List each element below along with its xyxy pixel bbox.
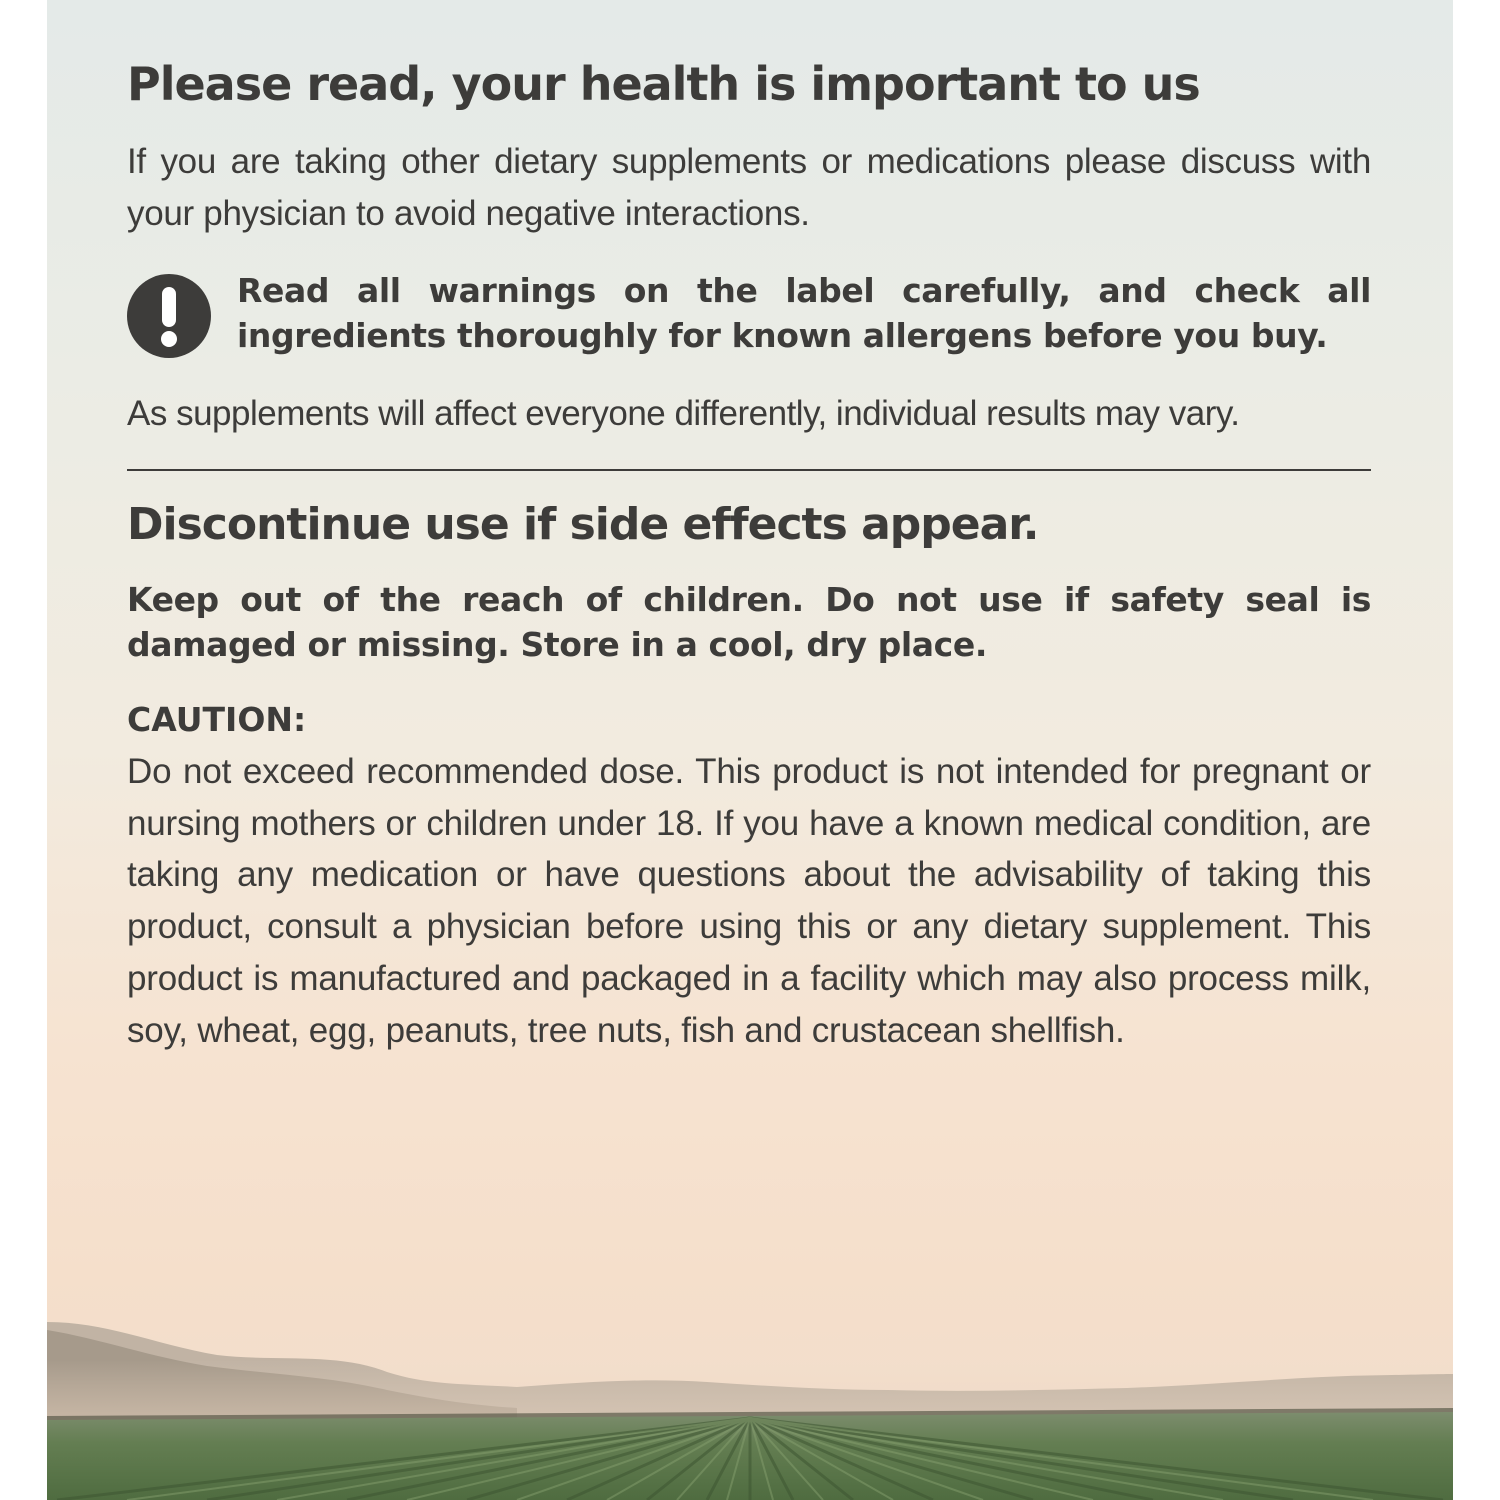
- exclamation-dot: [161, 331, 177, 347]
- caution-text: Do not exceed recommended dose. This product is not intended for pregnant or nursing mothers or children under 18. If you have a known medical condition, are taking any medication or have questions about the advisability of taking this product, consult a physician before using this or any dietary supplement. This product is manufactured and packaged in a facility which may also process milk, soy, wheat, egg, peanuts, tree nuts, fish and crustacean shellfish.: [127, 752, 1371, 1050]
- caution-label: CAUTION:: [127, 700, 307, 739]
- intro-paragraph: If you are taking other dietary supplements or medications please discuss with your physician to avoid negative interactions.: [127, 142, 1371, 233]
- exclamation-bar: [162, 287, 176, 327]
- warning-text: Read all warnings on the label carefully, and check all ingredients thoroughly for known allergens before you buy.: [237, 271, 1371, 355]
- results-note: As supplements will affect everyone differently, individual results may vary.: [127, 394, 1240, 433]
- discontinue-heading: Discontinue use if side effects appear.: [127, 499, 1039, 550]
- section-divider: [127, 469, 1371, 471]
- info-panel: [47, 0, 1453, 1500]
- storage-warning: Keep out of the reach of children. Do not use if safety seal is damaged or missing. Store in a cool, dry place.: [127, 580, 1371, 664]
- page-title: Please read, your health is important to us: [127, 57, 1200, 111]
- exclamation-circle-icon: [127, 274, 211, 358]
